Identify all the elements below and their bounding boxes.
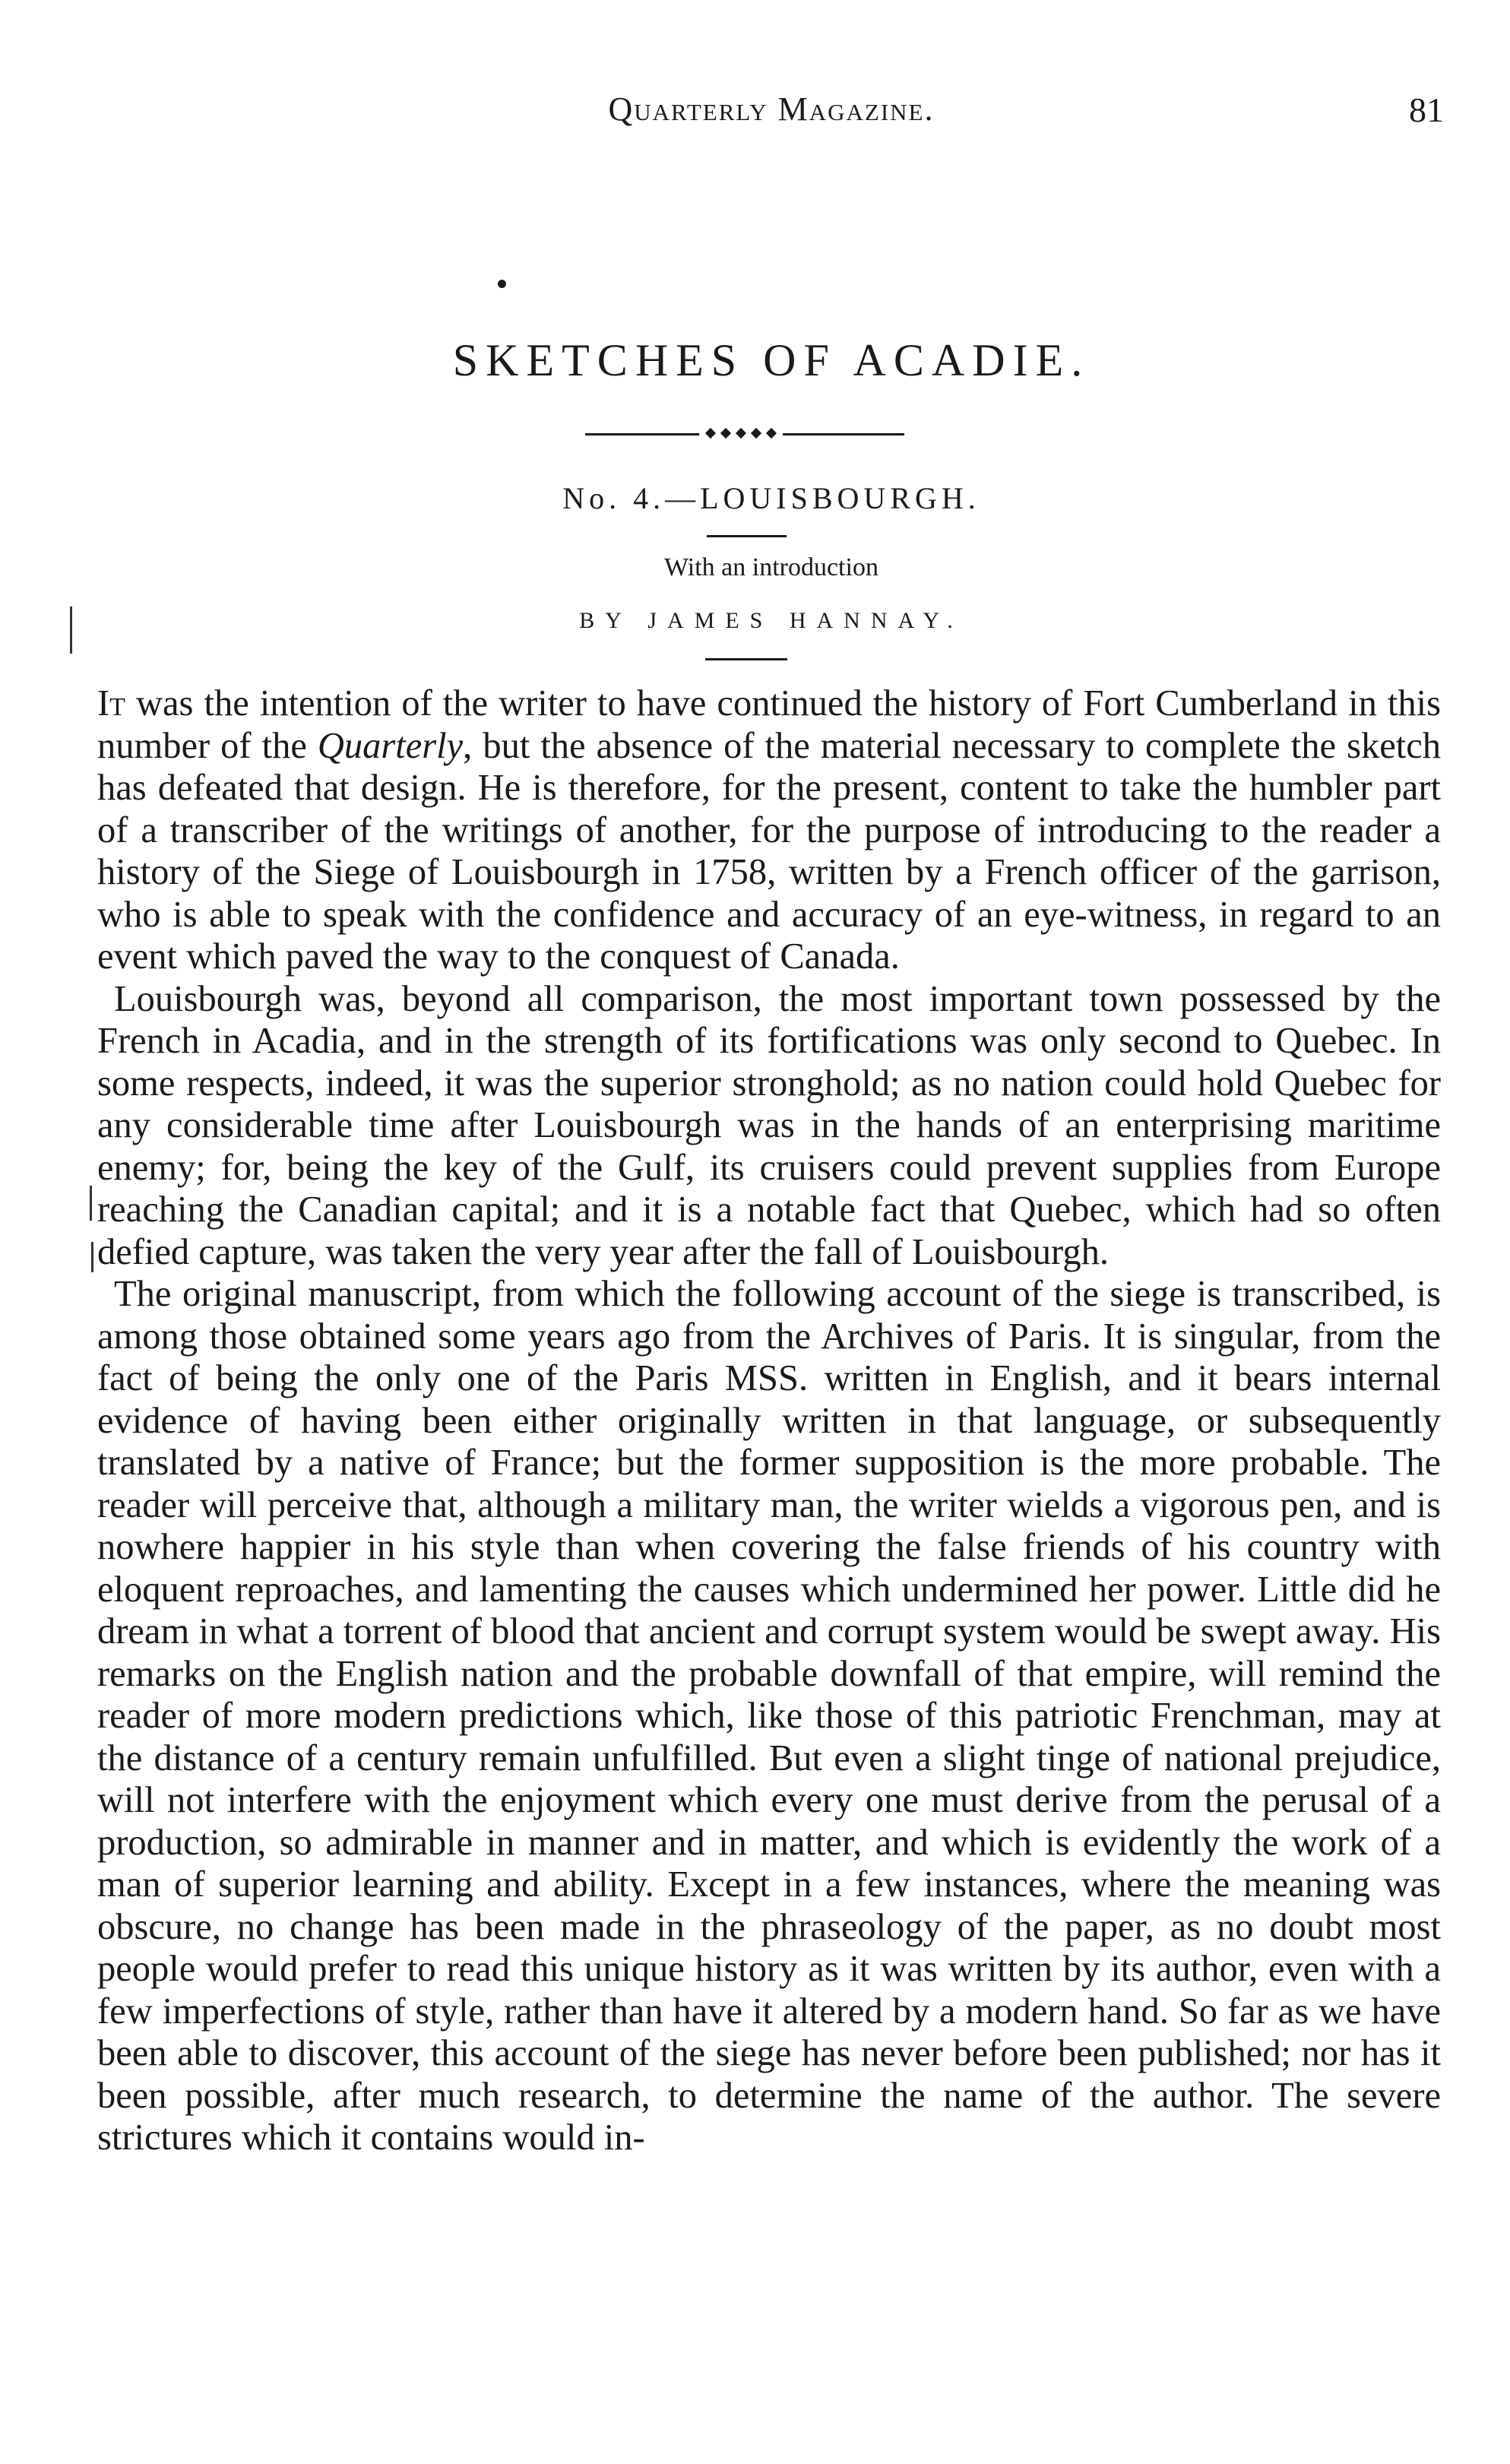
page-number: 81 <box>1409 90 1444 129</box>
rule-after-byline <box>705 658 787 660</box>
article-subtitle: No. 4.—LOUISBOURGH. <box>562 481 980 515</box>
introduction-line: With an introduction <box>664 553 878 581</box>
rule-after-subtitle <box>707 535 787 537</box>
margin-mark-lower <box>91 1242 93 1272</box>
article-body <box>97 683 1441 2159</box>
margin-mark-top <box>70 606 72 654</box>
running-title: Quarterly Magazine. <box>608 90 935 128</box>
printer-dot <box>498 280 506 288</box>
paragraph-1 <box>97 683 1441 978</box>
paragraph-3: The original manuscript, from which the following account of the siege is transcribed, is among those obtained some years ago from the Archives of Paris. It is singular, from the fact of being the only one of the Paris MSS. written in English, and it bears internal evidence of having been either originally written in that language, or subsequently translated by a native of France; but the former supposition is the more probable. The reader will perceive that, although a military man, the writer wields a vigorous pen, and is nowhere happier in his style than when covering the false friends of his country with eloquent reproaches, and lamenting the causes which undermined her power. Little did he dream in what a torrent of blood that ancient and corrupt system would be swept away. His remarks on the English nation and the probable downfall of that empire, will remind the reader of more modern predictions which, like those of this patriotic Frenchman, may at the distance of a century remain unfulfilled. But even a slight tinge of national prejudice, will not interfere with the enjoyment which every one must derive from the perusal of a production, so admirable in manner and in matter, and which is evidently the work of a man of superior learning and ability. Except in a few instances, where the meaning was obscure, no change has been made in the phraseology of the paper, as no doubt most people would prefer to read this unique history as it was written by its author, even with a few imperfections of style, rather than have it altered by a modern hand. So far as we have been able to discover, this account of the siege has never before been published; nor has it been possible, after much research, to determine the name of the author. The severe strictures which it contains would in- <box>97 1274 1441 2158</box>
margin-mark-mid <box>90 1186 92 1221</box>
article-title: SKETCHES OF ACADIE. <box>452 335 1091 385</box>
paragraph-2: Louisbourgh was, beyond all comparison, the most important town possessed by the French in Acadia, and in the strength of its fortifications was only second to Quebec. In some respects, indeed, it was the superior stronghold; as no nation could hold Quebec for any considerable time after Louisbourgh was in the hands of an enterprising maritime enemy; for, being the key of the Gulf, its cruisers could prevent supplies from Europe reaching the Canadian capital; and it is a notable fact that Quebec, which had so often defied capture, was taken the very year after the fall of Louisbourgh. <box>97 978 1441 1272</box>
paragraph-1-text-a: was the intention of the writer to have continued the history of Fort Cumberland in this number of the <box>97 683 1441 766</box>
paragraph-1-opening: It <box>97 683 125 724</box>
running-head <box>99 90 1444 135</box>
paragraph-1-italic: Quarterly <box>317 725 464 766</box>
title-ornament <box>585 427 904 441</box>
byline: BY JAMES HANNAY. <box>579 608 964 633</box>
paragraph-1-text-b: , but the absence of the material necessary to complete the sketch has defeated that design. He is therefore, for the present, content to take the humbler part of a transcriber of the writings of another, for the purpose of introducing to the reader a history of the Siege of Louisbourgh in 1758, written by a French officer of the garrison, who is able to speak with the confidence and accuracy of an eye-witness, in regard to an event which paved the way to the conquest of Canada. <box>97 725 1441 977</box>
